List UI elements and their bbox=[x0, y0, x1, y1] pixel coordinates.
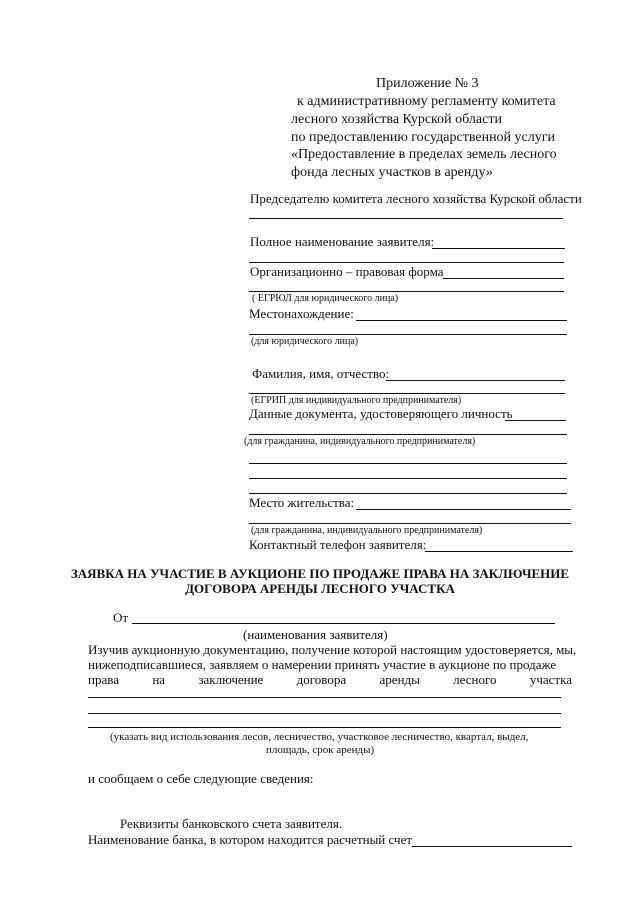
fio-label: Фамилия, имя, отчество: bbox=[252, 366, 390, 381]
full-name-label: Полное наименование заявителя: bbox=[250, 234, 435, 249]
application-title-2: ДОГОВОРА АРЕНДЫ ЛЕСНОГО УЧАСТКА bbox=[185, 581, 455, 596]
egrip-note: (ЕГРИП для индивидуального предпринимателя) bbox=[251, 395, 462, 406]
appendix-line: лесного хозяйства Курской области bbox=[291, 112, 502, 127]
full-name-field-2[interactable] bbox=[249, 262, 564, 263]
word: аренды bbox=[379, 672, 420, 687]
usage-field-3[interactable] bbox=[88, 727, 561, 728]
bank-details-heading: Реквизиты банковского счета заявителя. bbox=[120, 816, 343, 831]
paragraph-line: Изучив аукционную документацию, получение которой настоящим удостоверяется, мы, bbox=[88, 642, 577, 657]
usage-caption: (указать вид использования лесов, лесничество, участковое лесничество, квартал, выдел, bbox=[110, 731, 529, 743]
id-document-label: Данные документа, удостоверяющего личность bbox=[249, 406, 513, 421]
fio-field[interactable] bbox=[386, 380, 565, 381]
id-document-field-5[interactable] bbox=[249, 493, 567, 494]
id-document-field-3[interactable] bbox=[249, 463, 567, 464]
from-label: От bbox=[113, 610, 129, 625]
id-document-field[interactable] bbox=[505, 420, 566, 421]
phone-field[interactable] bbox=[425, 551, 573, 552]
residence-field[interactable] bbox=[356, 509, 571, 510]
word: участка bbox=[529, 672, 572, 687]
word: договора bbox=[296, 672, 347, 687]
appendix-line: по предоставлению государственной услуги bbox=[291, 130, 555, 145]
location-label: Местонахождение: bbox=[249, 306, 354, 321]
org-form-field[interactable] bbox=[443, 278, 564, 279]
org-form-label: Организационно – правовая форма bbox=[250, 264, 444, 279]
addressee: Председателю комитета лесного хозяйства Курской области bbox=[250, 191, 582, 206]
usage-field[interactable] bbox=[88, 697, 561, 698]
word: лесного bbox=[453, 672, 497, 687]
id-document-field-4[interactable] bbox=[249, 478, 567, 479]
org-form-field-2[interactable] bbox=[249, 291, 564, 292]
legal-entity-note: (для юридического лица) bbox=[251, 336, 359, 347]
residence-label: Место жительства: bbox=[249, 495, 355, 510]
bank-name-field[interactable] bbox=[412, 846, 572, 847]
fio-field-2[interactable] bbox=[249, 393, 565, 394]
report-line: и сообщаем о себе следующие сведения: bbox=[88, 771, 314, 786]
appendix-line: к административному регламенту комитета bbox=[297, 94, 556, 109]
location-field[interactable] bbox=[356, 320, 567, 321]
egrul-note: ( ЕГРЮЛ для юридического лица) bbox=[252, 293, 399, 304]
word: права bbox=[88, 672, 119, 687]
addressee-line bbox=[249, 218, 563, 219]
appendix-number: Приложение № 3 bbox=[376, 76, 479, 91]
appendix-line: фонда лесных участков в аренду» bbox=[291, 165, 493, 180]
applicant-caption: (наименования заявителя) bbox=[243, 627, 388, 642]
bank-name-label: Наименование банка, в котором находится расчетный счет bbox=[88, 832, 413, 847]
full-name-field[interactable] bbox=[432, 248, 565, 249]
id-document-field-2[interactable] bbox=[249, 434, 567, 435]
usage-caption-2: площадь, срок аренды) bbox=[266, 744, 375, 756]
phone-label: Контактный телефон заявителя: bbox=[249, 537, 427, 552]
usage-field-2[interactable] bbox=[88, 713, 561, 714]
citizen-note: (для гражданина, индивидуального предпринимателя) bbox=[244, 436, 476, 447]
paragraph-line: нижеподписавшиеся, заявляем о намерении принять участие в аукционе по продаже bbox=[88, 657, 557, 672]
residence-field-2[interactable] bbox=[249, 523, 571, 524]
location-field-2[interactable] bbox=[249, 334, 567, 335]
word: на bbox=[152, 672, 166, 687]
word: заключение bbox=[198, 672, 264, 687]
citizen-note-2: (для гражданина, индивидуального предпринимателя) bbox=[251, 525, 483, 536]
appendix-line: «Предоставление в пределах земель лесного bbox=[291, 147, 557, 162]
application-title: ЗАЯВКА НА УЧАСТИЕ В АУКЦИОНЕ ПО ПРОДАЖЕ ПРАВА НА ЗАКЛЮЧЕНИЕ bbox=[70, 566, 570, 581]
applicant-name-field[interactable] bbox=[132, 623, 555, 624]
paragraph-justified-line bbox=[88, 672, 572, 687]
